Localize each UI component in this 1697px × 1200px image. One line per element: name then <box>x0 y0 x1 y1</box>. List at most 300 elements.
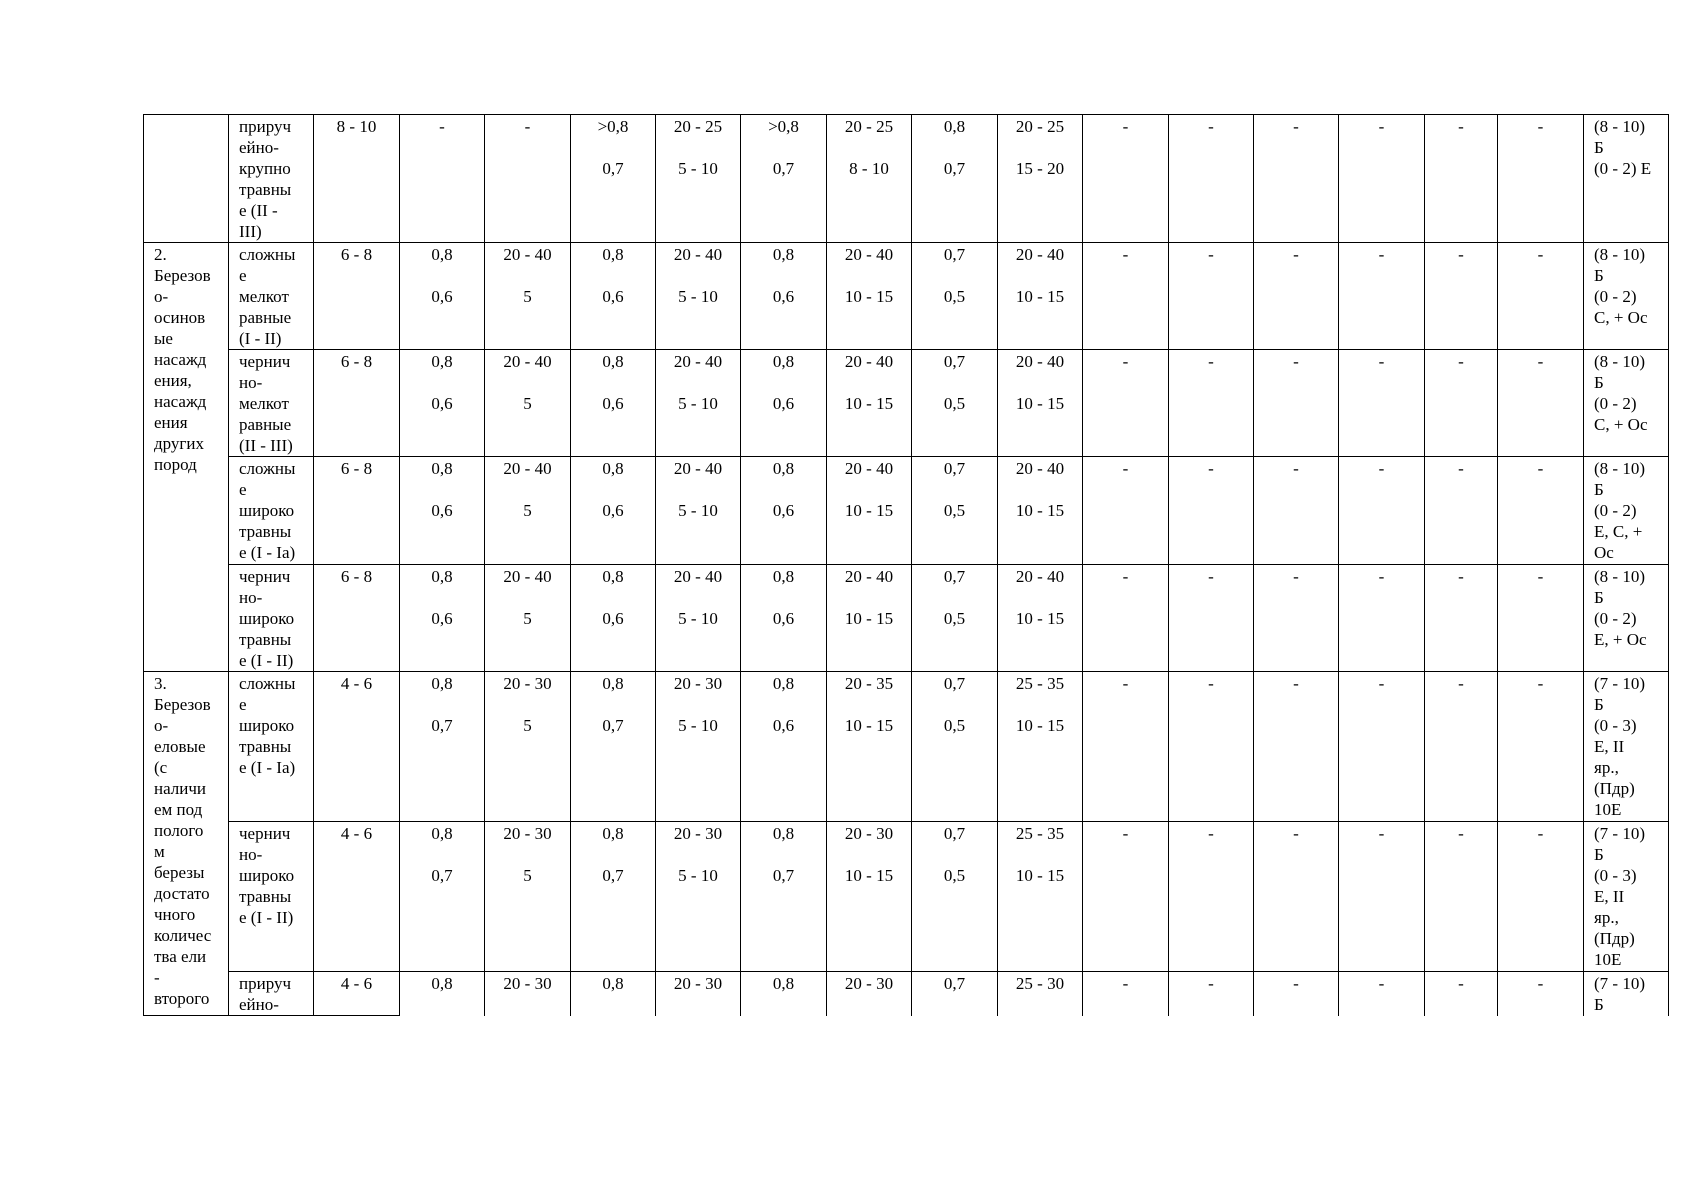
cell-line: 0,6 <box>602 394 624 413</box>
cell-line: - <box>1537 117 1544 136</box>
cell-line: количес <box>154 926 212 945</box>
cell-line: - <box>1122 352 1129 371</box>
cell-line: 0,7 <box>943 352 966 371</box>
cell-line: 20 - 40 <box>1015 567 1065 586</box>
forest-type-cell <box>229 350 314 457</box>
value-cell <box>827 115 912 243</box>
cell-line: Б <box>1594 695 1604 714</box>
value-cell <box>656 350 741 457</box>
dash-cell <box>1498 972 1584 1016</box>
cell-line: 0,7 <box>943 674 966 693</box>
cell-line: (8 - 10) <box>1594 567 1645 586</box>
cell-line: - <box>1458 352 1464 371</box>
cell-line: 0,6 <box>602 287 624 306</box>
cell-line: 20 - 25 <box>1015 117 1065 136</box>
cell-line: е (II - <box>239 201 278 220</box>
cell-line: 0,6 <box>772 716 795 735</box>
cell-line: - <box>154 968 160 987</box>
dash-cell <box>1498 350 1584 457</box>
cell-line: - <box>1458 567 1464 586</box>
value-cell <box>998 243 1083 350</box>
value-cell <box>912 457 998 565</box>
cell-line: 10Е <box>1594 800 1622 819</box>
value-cell <box>827 672 912 822</box>
dash-cell <box>1169 457 1254 565</box>
value-cell <box>998 672 1083 822</box>
cell-line: 0,8 <box>602 352 624 371</box>
cell-line: 0,6 <box>772 394 795 413</box>
cell-line: чернич <box>239 824 291 843</box>
forest-type-cell <box>229 822 314 972</box>
cell-line: 0,7 <box>943 159 966 178</box>
cell-line: 0,8 <box>602 567 624 586</box>
cell-line: 0,8 <box>431 974 453 993</box>
cell-line: 3. <box>154 674 167 693</box>
cell-line: пород <box>154 455 197 474</box>
value-cell <box>741 457 827 565</box>
dash-cell <box>1083 243 1169 350</box>
cell-line: - <box>1208 352 1214 371</box>
cell-line: 0,8 <box>602 245 624 264</box>
cell-line: 0,8 <box>943 117 966 136</box>
cell-line: 0,6 <box>431 287 453 306</box>
value-cell <box>741 565 827 672</box>
cell-line: - <box>1378 117 1385 136</box>
cell-line: 20 - 40 <box>673 245 723 264</box>
cell-line: тва ели <box>154 947 207 966</box>
forest-type-cell <box>229 457 314 565</box>
cell-line: 20 - 40 <box>844 352 894 371</box>
composition-note-cell <box>1584 115 1669 243</box>
cell-line: 0,7 <box>602 716 624 735</box>
cell-line: травны <box>239 522 292 541</box>
cell-line: - <box>1293 824 1299 843</box>
dash-cell <box>1254 243 1339 350</box>
cell-line: 0,7 <box>772 159 795 178</box>
dash-cell <box>1339 115 1425 243</box>
cell-line: 0,5 <box>943 394 966 413</box>
value-cell <box>656 822 741 972</box>
cell-line: Б <box>1594 845 1604 864</box>
cell-line: мелкот <box>239 394 289 413</box>
dash-cell <box>1498 822 1584 972</box>
value-cell <box>741 822 827 972</box>
value-cell <box>998 457 1083 565</box>
cell-line: 5 - 10 <box>678 866 718 885</box>
cell-line: е (I - Ia) <box>239 543 296 562</box>
cell-line: 20 - 40 <box>503 352 552 371</box>
cell-line: ения, <box>154 371 192 390</box>
age-range-cell <box>314 672 400 822</box>
cell-line: крупно <box>239 159 291 178</box>
value-cell <box>400 457 485 565</box>
value-cell <box>400 972 485 1016</box>
forest-stand-table <box>143 114 1669 1016</box>
value-cell <box>571 115 656 243</box>
cell-line: прируч <box>239 974 292 993</box>
cell-line: Б <box>1594 373 1604 392</box>
cell-line: 5 <box>523 287 532 306</box>
table-row <box>144 822 1669 972</box>
cell-line: 0,8 <box>602 459 624 478</box>
cell-line: - <box>1537 974 1544 993</box>
value-cell <box>827 822 912 972</box>
value-cell <box>912 565 998 672</box>
cell-line: Е, + Ос <box>1594 630 1647 649</box>
cell-line: широко <box>239 609 295 628</box>
forest-type-cell <box>229 672 314 822</box>
forest-type-cell <box>229 115 314 243</box>
cell-line: >0,8 <box>597 117 629 136</box>
cell-line: - <box>1458 674 1464 693</box>
cell-line: наличи <box>154 779 207 798</box>
cell-line: 20 - 40 <box>503 245 552 264</box>
cell-line: насажд <box>154 392 207 411</box>
cell-line: 0,7 <box>943 567 966 586</box>
value-cell <box>656 565 741 672</box>
cell-line: е <box>239 480 247 499</box>
cell-line: С, + Ос <box>1594 415 1648 434</box>
cell-line: (8 - 10) <box>1594 459 1645 478</box>
cell-line: 0,5 <box>943 501 966 520</box>
cell-line: - <box>1537 567 1544 586</box>
cell-line: - <box>1378 459 1385 478</box>
cell-line: 20 - 30 <box>503 674 552 693</box>
dash-cell <box>1254 350 1339 457</box>
dash-cell <box>1083 972 1169 1016</box>
cell-line: 0,7 <box>943 974 966 993</box>
value-cell <box>400 243 485 350</box>
cell-line: 0,6 <box>431 501 453 520</box>
cell-line: 20 - 30 <box>673 824 723 843</box>
cell-line: 0,8 <box>772 459 795 478</box>
dash-cell <box>1498 457 1584 565</box>
value-cell <box>571 565 656 672</box>
cell-line: 20 - 40 <box>1015 245 1065 264</box>
dash-cell <box>1425 115 1498 243</box>
cell-line: 10 - 15 <box>844 866 894 885</box>
cell-line: второго <box>154 989 210 1008</box>
dash-cell <box>1254 115 1339 243</box>
forest-type-cell <box>229 565 314 672</box>
cell-line: 0,8 <box>772 352 795 371</box>
cell-line: Березов <box>154 695 211 714</box>
table-row <box>144 565 1669 672</box>
cell-line: - <box>1378 245 1385 264</box>
cell-line: - <box>524 117 531 136</box>
table-row <box>144 972 1669 1016</box>
cell-line: - <box>439 117 445 136</box>
cell-line: 10 - 15 <box>1015 287 1065 306</box>
value-cell <box>485 243 571 350</box>
dash-cell <box>1083 350 1169 457</box>
cell-line: Б <box>1594 995 1604 1014</box>
cell-line: - <box>1293 352 1299 371</box>
dash-cell <box>1254 457 1339 565</box>
cell-line: чернич <box>239 352 291 371</box>
cell-line: сложны <box>239 674 296 693</box>
cell-line: 20 - 40 <box>673 459 723 478</box>
cell-line: - <box>1122 674 1129 693</box>
cell-line: Березов <box>154 266 211 285</box>
cell-line: 0,7 <box>943 459 966 478</box>
value-cell <box>400 565 485 672</box>
cell-line: 5 - 10 <box>678 287 718 306</box>
cell-line: 10 - 15 <box>1015 501 1065 520</box>
composition-note-cell <box>1584 565 1669 672</box>
cell-line: 20 - 40 <box>673 352 723 371</box>
cell-line: 4 - 6 <box>340 824 373 843</box>
dash-cell <box>1339 672 1425 822</box>
value-cell <box>912 350 998 457</box>
cell-line: 0,8 <box>772 674 795 693</box>
cell-line: - <box>1378 974 1385 993</box>
cell-line: - <box>1458 459 1464 478</box>
value-cell <box>827 350 912 457</box>
cell-line: 0,8 <box>431 674 453 693</box>
cell-line: III) <box>239 222 262 241</box>
cell-line: 20 - 30 <box>844 824 894 843</box>
dash-cell <box>1083 565 1169 672</box>
value-cell <box>485 115 571 243</box>
dash-cell <box>1425 972 1498 1016</box>
cell-line: - <box>1378 567 1385 586</box>
cell-line: е <box>239 695 247 714</box>
cell-line: С, + Ос <box>1594 308 1648 327</box>
cell-line: 15 - 20 <box>1015 159 1065 178</box>
cell-line: ейно- <box>239 995 279 1014</box>
cell-line: яр., <box>1594 908 1619 927</box>
cell-line: (Пдр) <box>1594 929 1635 948</box>
value-cell <box>827 457 912 565</box>
cell-line: 10 - 15 <box>844 716 894 735</box>
cell-line: ем под <box>154 800 203 819</box>
cell-line: чернич <box>239 567 291 586</box>
cell-line: 0,8 <box>431 824 453 843</box>
cell-line: - <box>1208 117 1214 136</box>
value-cell <box>998 115 1083 243</box>
dash-cell <box>1425 350 1498 457</box>
value-cell <box>741 243 827 350</box>
cell-line: 5 - 10 <box>678 716 718 735</box>
cell-line: 20 - 25 <box>844 117 894 136</box>
cell-line: 0,8 <box>431 245 453 264</box>
dash-cell <box>1083 457 1169 565</box>
cell-line: - <box>1537 824 1544 843</box>
cell-line: - <box>1378 352 1385 371</box>
value-cell <box>571 457 656 565</box>
value-cell <box>571 350 656 457</box>
cell-line: 10 - 15 <box>844 287 894 306</box>
dash-cell <box>1339 822 1425 972</box>
dash-cell <box>1498 672 1584 822</box>
cell-line: Б <box>1594 588 1604 607</box>
dash-cell <box>1083 115 1169 243</box>
composition-note-cell <box>1584 672 1669 822</box>
cell-line: 5 - 10 <box>678 501 718 520</box>
value-cell <box>827 972 912 1016</box>
dash-cell <box>1498 115 1584 243</box>
cell-line: - <box>1208 459 1214 478</box>
dash-cell <box>1169 565 1254 672</box>
dash-cell <box>1339 350 1425 457</box>
value-cell <box>400 350 485 457</box>
group-cell <box>144 672 229 1016</box>
table-row <box>144 350 1669 457</box>
cell-line: (0 - 2) <box>1594 501 1637 520</box>
document-page <box>143 114 1669 1016</box>
cell-line: - <box>1208 974 1214 993</box>
cell-line: осинов <box>154 308 206 327</box>
cell-line: е <box>239 266 247 285</box>
cell-line: 20 - 35 <box>844 674 894 693</box>
age-range-cell <box>314 350 400 457</box>
value-cell <box>741 115 827 243</box>
dash-cell <box>1425 822 1498 972</box>
cell-line: 0,8 <box>602 824 624 843</box>
cell-line: достато <box>154 884 210 903</box>
cell-line: 0,8 <box>431 567 453 586</box>
cell-line: 5 <box>523 501 532 520</box>
cell-line: 5 - 10 <box>678 609 718 628</box>
cell-line: 20 - 30 <box>673 674 723 693</box>
cell-line: (с <box>154 758 168 777</box>
cell-line: 20 - 40 <box>503 459 552 478</box>
dash-cell <box>1254 972 1339 1016</box>
cell-line: 10 - 15 <box>1015 866 1065 885</box>
cell-line: 20 - 25 <box>673 117 723 136</box>
dash-cell <box>1498 565 1584 672</box>
composition-note-cell <box>1584 457 1669 565</box>
cell-line: полого <box>154 821 204 840</box>
cell-line: (8 - 10) <box>1594 117 1645 136</box>
value-cell <box>485 972 571 1016</box>
cell-line: равные <box>239 415 292 434</box>
age-range-cell <box>314 565 400 672</box>
cell-line: - <box>1537 459 1544 478</box>
value-cell <box>485 350 571 457</box>
dash-cell <box>1169 243 1254 350</box>
cell-line: 5 <box>523 394 532 413</box>
composition-note-cell <box>1584 822 1669 972</box>
value-cell <box>485 457 571 565</box>
cell-line: Б <box>1594 266 1604 285</box>
dash-cell <box>1169 672 1254 822</box>
cell-line: 0,7 <box>943 824 966 843</box>
value-cell <box>400 115 485 243</box>
cell-line: е (I - II) <box>239 651 294 670</box>
value-cell <box>741 672 827 822</box>
value-cell <box>912 672 998 822</box>
cell-line: (0 - 2) <box>1594 394 1637 413</box>
cell-line: ые <box>154 329 173 348</box>
cell-line: (Пдр) <box>1594 779 1635 798</box>
cell-line: - <box>1293 459 1299 478</box>
table-row <box>144 672 1669 822</box>
cell-line: 0,7 <box>602 159 624 178</box>
cell-line: широко <box>239 716 295 735</box>
dash-cell <box>1169 822 1254 972</box>
cell-line: 0,6 <box>772 609 795 628</box>
cell-line: - <box>1122 974 1129 993</box>
forest-type-cell <box>229 972 314 1016</box>
cell-line: 0,7 <box>431 716 453 735</box>
cell-line: е (I - Ia) <box>239 758 296 777</box>
dash-cell <box>1083 672 1169 822</box>
cell-line: травны <box>239 630 292 649</box>
cell-line: 0,5 <box>943 609 966 628</box>
dash-cell <box>1339 565 1425 672</box>
cell-line: 8 - 10 <box>849 159 889 178</box>
age-range-cell <box>314 115 400 243</box>
cell-line: 0,8 <box>602 974 624 993</box>
cell-line: травны <box>239 887 292 906</box>
cell-line: - <box>1537 245 1544 264</box>
cell-line: 25 - 35 <box>1015 674 1065 693</box>
cell-line: 0,8 <box>431 352 453 371</box>
dash-cell <box>1425 672 1498 822</box>
cell-line: яр., <box>1594 758 1619 777</box>
cell-line: 0,8 <box>602 674 624 693</box>
cell-line: 4 - 6 <box>340 974 373 993</box>
dash-cell <box>1169 972 1254 1016</box>
cell-line: - <box>1537 674 1544 693</box>
value-cell <box>998 350 1083 457</box>
cell-line: других <box>154 434 204 453</box>
cell-line: - <box>1537 352 1544 371</box>
table-row <box>144 115 1669 243</box>
cell-line: - <box>1293 245 1299 264</box>
value-cell <box>741 972 827 1016</box>
value-cell <box>485 565 571 672</box>
value-cell <box>912 115 998 243</box>
cell-line: (0 - 2) Е <box>1594 159 1652 178</box>
value-cell <box>998 565 1083 672</box>
cell-line: еловые <box>154 737 206 756</box>
cell-line: (0 - 2) <box>1594 287 1637 306</box>
cell-line: Е, С, + <box>1594 522 1643 541</box>
value-cell <box>741 350 827 457</box>
cell-line: 0,6 <box>431 609 453 628</box>
cell-line: 0,7 <box>431 866 453 885</box>
cell-line: 10 - 15 <box>844 501 894 520</box>
age-range-cell <box>314 243 400 350</box>
cell-line: 0,8 <box>772 824 795 843</box>
age-range-cell <box>314 457 400 565</box>
cell-line: - <box>1293 674 1299 693</box>
value-cell <box>571 243 656 350</box>
cell-line: 0,7 <box>602 866 624 885</box>
cell-line: (0 - 2) <box>1594 609 1637 628</box>
dash-cell <box>1339 243 1425 350</box>
cell-line: 25 - 35 <box>1015 824 1065 843</box>
cell-line: - <box>1293 567 1299 586</box>
cell-line: 20 - 40 <box>503 567 552 586</box>
cell-line: 25 - 30 <box>1015 974 1065 993</box>
cell-line: Е, II <box>1594 737 1625 756</box>
cell-line: - <box>1293 974 1299 993</box>
value-cell <box>656 115 741 243</box>
dash-cell <box>1169 115 1254 243</box>
cell-line: Ос <box>1594 543 1614 562</box>
cell-line: (8 - 10) <box>1594 352 1645 371</box>
cell-line: (0 - 3) <box>1594 866 1637 885</box>
cell-line: - <box>1458 117 1464 136</box>
cell-line: 0,6 <box>772 501 795 520</box>
cell-line: >0,8 <box>768 117 799 136</box>
cell-line: Б <box>1594 138 1604 157</box>
cell-line: 6 - 8 <box>340 245 373 264</box>
